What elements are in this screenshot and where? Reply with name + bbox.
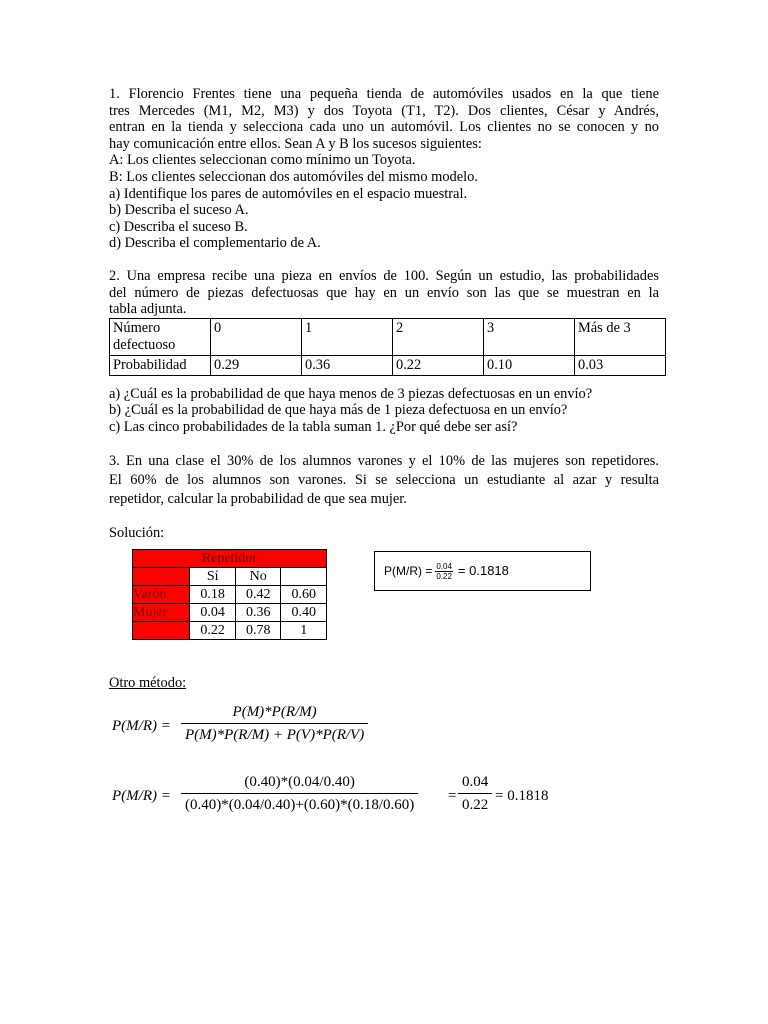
p2-question-a: a) ¿Cuál es la probabilidad de que haya menos de 3 piezas defectuosas en un envío? xyxy=(109,385,593,402)
p3-line-2: El 60% de los alumnos son varones. Si se selecciona un estudiante al azar y resulta xyxy=(109,471,659,488)
table-cell: 0.22 xyxy=(393,355,484,375)
table-cell xyxy=(133,568,190,586)
table-row xyxy=(133,586,327,604)
repeater-table xyxy=(132,549,327,640)
table-cell: 0.29 xyxy=(211,355,302,375)
formula-numerator: (0.40)*(0.04/0.40) xyxy=(244,773,355,790)
p2-line-3: tabla adjunta. xyxy=(109,301,187,318)
result-box-fraction xyxy=(435,562,453,581)
table-cell: 0.36 xyxy=(302,355,393,375)
p3-line-3: repetidor, calcular la probabilidad de que sea mujer. xyxy=(109,490,407,507)
table-cell: 0.22 xyxy=(190,622,236,640)
table-row xyxy=(133,622,327,640)
table-cell: 3 xyxy=(484,318,575,355)
p2-question-c: c) Las cinco probabilidades de la tabla suman 1. ¿Por qué debe ser así? xyxy=(109,418,518,435)
table-cell: 0.42 xyxy=(235,586,281,604)
table-row xyxy=(133,604,327,622)
result-box-value: = 0.1818 xyxy=(457,562,509,578)
fraction-numerator: 0.04 xyxy=(436,561,452,571)
table-row xyxy=(133,550,327,568)
table-cell: No xyxy=(235,568,281,586)
p3-line-1: 3. En una clase el 30% de los alumnos varones y el 10% de las mujeres son repetidores. xyxy=(109,452,659,469)
fraction-denominator: 0.22 xyxy=(436,571,452,581)
table-cell: Más de 3 xyxy=(575,318,666,355)
table-cell: 1 xyxy=(302,318,393,355)
formula-denominator: P(M)*P(R/M) + P(V)*P(R/V) xyxy=(181,723,368,744)
p1-event-a: A: Los clientes seleccionan como mínimo un Toyota. xyxy=(109,152,416,169)
table-cell: 0.40 xyxy=(281,604,327,622)
table-cell: 0.78 xyxy=(235,622,281,640)
p1-question-d: d) Describa el complementario de A. xyxy=(109,235,321,252)
p1-line-3: entran en la tienda y selecciona cada uno un automóvil. Los clientes no se conocen y no xyxy=(109,119,659,136)
formula-fraction xyxy=(181,774,418,814)
formula-fraction xyxy=(181,704,368,744)
table-cell: 0.60 xyxy=(281,586,327,604)
table-cell: Varón xyxy=(133,586,190,604)
result-box-lhs: P(M/R) = xyxy=(384,563,433,578)
probability-table xyxy=(109,318,666,376)
p1-line-2: tres Mercedes (M1, M2, M3) y dos Toyota (T1, T2). Dos clientes, César y Andrés, xyxy=(109,102,659,119)
formula-result: = 0.1818 xyxy=(495,787,549,804)
p2-question-b: b) ¿Cuál es la probabilidad de que haya más de 1 pieza defectuosa en un envío? xyxy=(109,402,568,419)
table-cell: 0.03 xyxy=(575,355,666,375)
table-cell: 0 xyxy=(211,318,302,355)
table-row xyxy=(133,568,327,586)
table-row xyxy=(110,355,666,375)
formula-equals: = xyxy=(448,787,457,804)
bayes-numeric-formula xyxy=(109,774,659,824)
result-box xyxy=(374,551,591,591)
table-cell: 1 xyxy=(281,622,327,640)
table-cell xyxy=(281,568,327,586)
table-cell: 0.18 xyxy=(190,586,236,604)
table-cell: Número defectuoso xyxy=(110,318,211,355)
table-cell xyxy=(133,622,190,640)
bayes-formula xyxy=(109,704,659,754)
formula-numerator: 0.04 xyxy=(462,773,489,790)
formula-lhs: P(M/R) = xyxy=(112,787,171,804)
p2-line-1: 2. Una empresa recibe una pieza en envíos de 100. Según un estudio, las probabilidades xyxy=(109,267,659,284)
formula-lhs: P(M/R) = xyxy=(112,717,171,734)
solution-label: Solución: xyxy=(109,524,165,541)
formula-fraction-result xyxy=(458,774,492,814)
table-cell: 2 xyxy=(393,318,484,355)
p1-question-b: b) Describa el suceso A. xyxy=(109,202,249,219)
p1-line-1: 1. Florencio Frentes tiene una pequeña tienda de automóviles usados en la que tiene xyxy=(109,86,659,102)
table-header-repetidor: Repetidor xyxy=(133,550,327,568)
otro-metodo-heading: Otro método: xyxy=(109,675,187,692)
document-page xyxy=(109,86,659,824)
p1-event-b: B: Los clientes seleccionan dos automóviles del mismo modelo. xyxy=(109,168,478,185)
solution-area xyxy=(109,549,659,659)
p1-question-c: c) Describa el suceso B. xyxy=(109,218,248,235)
table-cell: Mujer xyxy=(133,604,190,622)
table-cell: 0.04 xyxy=(190,604,236,622)
table-cell: Probabilidad xyxy=(110,355,211,375)
p1-question-a: a) Identifique los pares de automóviles en el espacio muestral. xyxy=(109,185,468,202)
formula-denominator: (0.40)*(0.04/0.40)+(0.60)*(0.18/0.60) xyxy=(181,793,418,814)
p1-line-4: hay comunicación entre ellos. Sean A y B los sucesos siguientes: xyxy=(109,135,482,152)
formula-numerator: P(M)*P(R/M) xyxy=(232,703,317,720)
table-row xyxy=(110,318,666,355)
table-cell: 0.10 xyxy=(484,355,575,375)
table-cell: 0.36 xyxy=(235,604,281,622)
table-cell: Sí xyxy=(190,568,236,586)
p2-line-2: del número de piezas defectuosas que hay en un envío son las que se muestran en la xyxy=(109,284,659,301)
formula-denominator: 0.22 xyxy=(458,793,492,814)
